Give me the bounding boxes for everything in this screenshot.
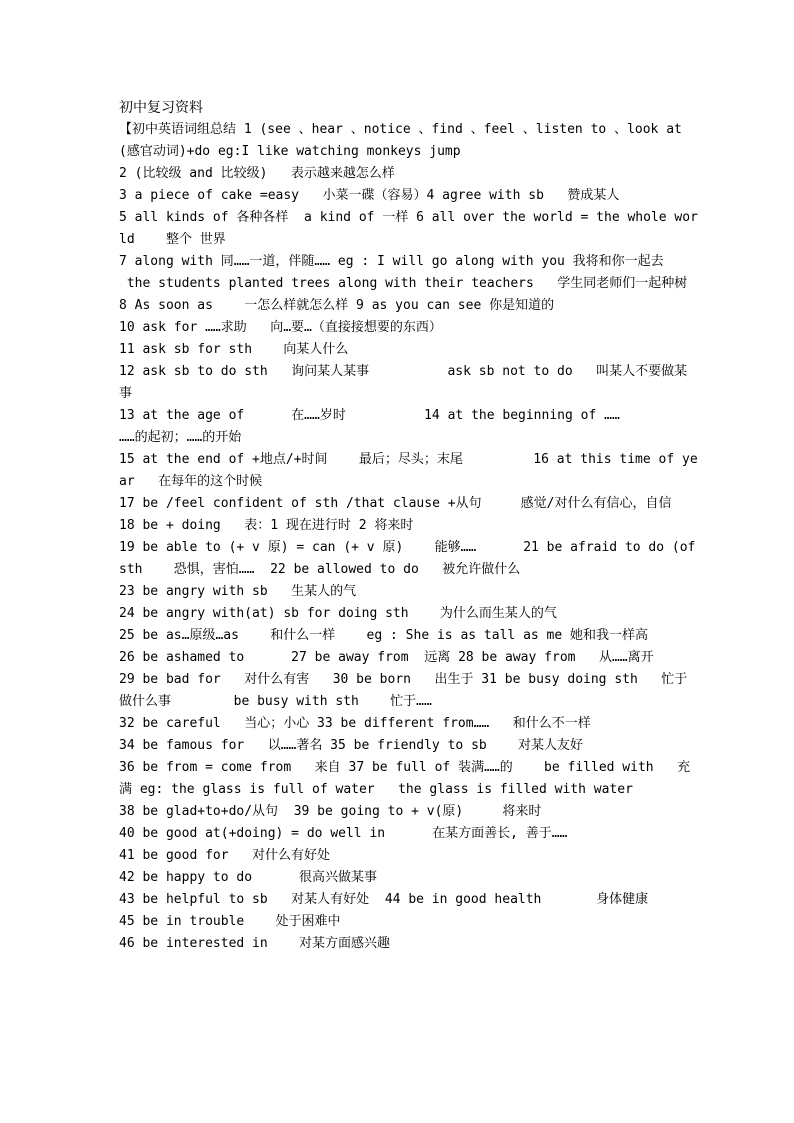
text-line: 19 be able to (+ v 原) = can (+ v 原) 能够…… 21 be afraid to do (of sth 恐惧，害怕…… 22 be allowed to do 被允许做什么 <box>119 540 704 577</box>
text-line: 18 be + doing 表：1 现在进行时 2 将来时 <box>119 518 414 533</box>
text-line: 【初中英语词组总结 1 (see 、hear 、notice 、find 、feel 、listen to 、look at (感官动词)+do eg:I like watching monkeys jump <box>119 122 690 159</box>
text-line: 7 along with 同……一道，伴随…… eg : I will go along with you 我将和你一起去 <box>119 254 664 269</box>
text-line: 10 ask for ……求助 向…要…（直接接想要的东西） <box>119 320 442 335</box>
text-line: 25 be as…原级…as 和什么一样 eg : She is as tall as me 她和我一样高 <box>119 628 649 643</box>
text-line: 15 at the end of +地点/+时间 最后；尽头；末尾 16 at this time of year 在每年的这个时候 <box>119 452 698 489</box>
text-line: 29 be bad for 对什么有害 30 be born 出生于 31 be busy doing sth 忙于做什么事 be busy with sth 忙于…… <box>119 672 688 709</box>
text-line: 24 be angry with(at) sb for doing sth 为什么而生某人的气 <box>119 606 557 621</box>
text-line: 40 be good at(+doing) = do well in 在某方面善长, 善于…… <box>119 826 568 841</box>
text-line: 38 be glad+to+do/从句 39 be going to + v(原) 将来时 <box>119 804 542 819</box>
text-line: 32 be careful 当心；小心 33 be different from…… 和什么不一样 <box>119 716 591 731</box>
text-line: 12 ask sb to do sth 询问某人某事 ask sb not to do 叫某人不要做某事 <box>119 364 688 401</box>
text-line: 23 be angry with sb 生某人的气 <box>119 584 357 599</box>
text-line: 2 (比较级 and 比较级) 表示越来越怎么样 <box>119 166 395 181</box>
text-line: 17 be /feel confident of sth /that clause +从句 感觉/对什么有信心，自信 <box>119 496 672 511</box>
document-title: 初中复习资料 <box>119 100 203 116</box>
text-line: 45 be in trouble 处于困难中 <box>119 914 341 929</box>
text-line: 36 be from = come from 来自 37 be full of 装满……的 be filled with 充满 eg: the glass is full of water the glass is filled with water <box>119 760 691 797</box>
text-line: 3 a piece of cake =easy 小菜一碟（容易）4 agree with sb 赞成某人 <box>119 188 620 203</box>
document-body <box>119 97 704 955</box>
text-line: 34 be famous for 以……著名 35 be friendly to sb 对某人友好 <box>119 738 584 753</box>
text-line: 8 As soon as 一怎么样就怎么样 9 as you can see 你是知道的 <box>119 298 555 313</box>
text-line: 46 be interested in 对某方面感兴趣 <box>119 936 391 951</box>
text-line: 11 ask sb for sth 向某人什么 <box>119 342 349 357</box>
text-line: 42 be happy to do 很高兴做某事 <box>119 870 378 885</box>
text-line: 13 at the age of 在……岁时 14 at the beginning of …… ……的起初；……的开始 <box>119 408 699 445</box>
text-line: the students planted trees along with their teachers 学生同老师们一起种树 <box>119 276 688 291</box>
text-line: 43 be helpful to sb 对某人有好处 44 be in good health 身体健康 <box>119 892 649 907</box>
text-line: 26 be ashamed to 27 be away from 远离 28 be away from 从……离开 <box>119 650 654 665</box>
text-line: 5 all kinds of 各种各样 a kind of 一样 6 all over the world = the whole world 整个 世界 <box>119 210 698 247</box>
text-line: 41 be good for 对什么有好处 <box>119 848 331 863</box>
